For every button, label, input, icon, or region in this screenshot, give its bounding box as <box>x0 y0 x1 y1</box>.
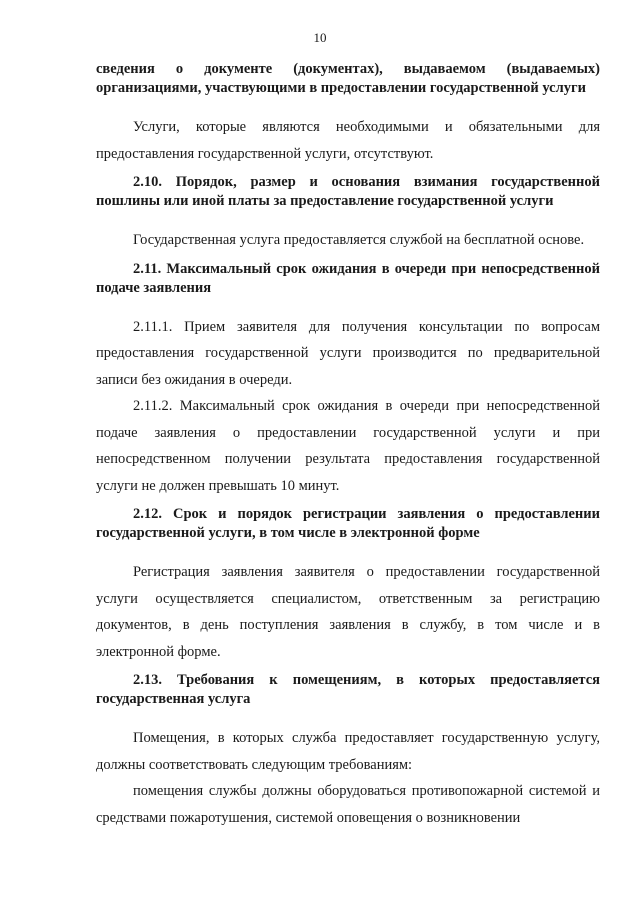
paragraph-fire-safety: помещения службы должны оборудоваться противопожарной системой и средствами пожаротушения, системой оповещения о возникновении <box>96 783 600 826</box>
section-heading-2-10: 2.10. Порядок, размер и основания взимания государственной пошлины или иной платы за предоставление государственной услуги <box>96 174 600 209</box>
paragraph-2-11-1: 2.11.1. Прием заявителя для получения консультации по вопросам предоставления государственной услуги производится по предварительной записи без ожидания в очереди. <box>96 318 600 388</box>
paragraph-necessary-services: Услуги, которые являются необходимыми и обязательными для предоставления государственной услуги, отсутствуют. <box>96 119 600 162</box>
section-heading-2-11: 2.11. Максимальный срок ожидания в очереди при непосредственной подаче заявления <box>96 260 600 296</box>
section-heading-2-13: 2.13. Требования к помещениям, в которых предоставляется государственная услуга <box>96 672 600 707</box>
page-number: 10 <box>313 30 327 45</box>
document-body <box>96 60 600 831</box>
paragraph-premises-requirements: Помещения, в которых служба предоставляет государственную услугу, должны соответствовать следующим требованиям: <box>96 730 600 773</box>
section-heading-continuation: сведения о документе (документах), выдаваемом (выдаваемых) организациями, участвующими в предоставлении государственной услуги <box>96 61 600 96</box>
paragraph-2-11-2: 2.11.2. Максимальный срок ожидания в очереди при непосредственной подаче заявления о предоставлении государственной услуги и при непосредственном получении результата предоставления государственной услуги не должен превышать 10 минут. <box>96 398 600 494</box>
section-heading-2-12: 2.12. Срок и порядок регистрации заявления о предоставлении государственной услуги, в том числе в электронной форме <box>96 506 600 541</box>
paragraph-free-service: Государственная услуга предоставляется службой на бесплатной основе. <box>133 232 585 248</box>
paragraph-registration: Регистрация заявления заявителя о предоставлении государственной услуги осуществляется специалистом, ответственным за регистрацию документов, в день поступления заявления в службу, в том числе и в электронной форме. <box>96 564 600 660</box>
